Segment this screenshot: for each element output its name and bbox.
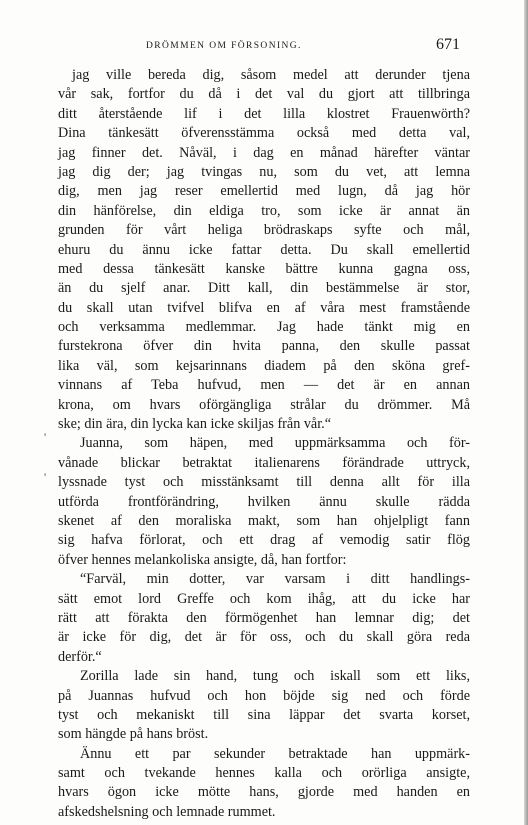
text-line: öfver hennes melankoliska ansigte, då, han fortfor:	[58, 551, 347, 568]
text-line: furstekrona öfver din hvita panna, den skulle passat	[58, 338, 470, 355]
text-line: Zorilla lade sin hand, tung och iskall som ett liks,	[80, 668, 470, 685]
text-line: afskedshelsning och lemnade rummet.	[58, 803, 276, 820]
text-line: och verksamma medlemmar. Jag hade tänkt mig en	[58, 319, 470, 336]
text-line: på Juannas hufvud och hon böjde sig ned och förde	[58, 687, 470, 704]
page-edge	[524, 0, 528, 825]
text-line: du skall utan tvifvel blifva en af våra mest framstående	[58, 299, 470, 316]
text-line: med dessa tänkesätt kanske bättre kunna gagna oss,	[58, 260, 470, 277]
text-line: ditt återstående lif i det lilla klostret Frauenwörth?	[58, 105, 470, 122]
text-line: som hängde på hans bröst.	[58, 726, 209, 743]
text-line: rätt att förakta den förmögenhet han lemnar dig; det	[58, 609, 470, 626]
text-line: vånade blickar betraktat italienarens förändrade uttryck,	[58, 454, 470, 471]
text-line: lika väl, som kejsarinnans diadem på den sköna gref-	[58, 357, 470, 374]
text-line: din hänförelse, din eldiga tro, som icke är annat än	[58, 202, 470, 219]
text-line: grunden för vårt heliga brödraskaps syfte och mål,	[58, 222, 470, 239]
text-line: sätt emot lord Greffe och kom ihåg, att du icke har	[58, 590, 470, 607]
margin-mark: '	[44, 430, 47, 444]
text-line: jag finner det. Nåväl, i dag en månad härefter väntar	[58, 144, 470, 161]
text-line: än du sjelf anar. Ditt kall, din bestämmelse är stor,	[58, 280, 470, 297]
running-title: DRÖMMEN OM FÖRSONING.	[146, 41, 302, 51]
text-line: krona, om hvars oförgängliga strålar du drömmer. Må	[58, 396, 470, 413]
text-line: jag dig der; jag tvingas nu, som du vet, att lemna	[58, 163, 470, 180]
text-line: vår sak, fortfor du då i det val du gjort att tillbringa	[58, 86, 470, 103]
text-line: ehuru du ännu icke fattar detta. Du skall emellertid	[58, 241, 470, 258]
text-line: derför.“	[58, 648, 102, 665]
text-line: tyst och mekaniskt till sina läppar det svarta korset,	[58, 706, 470, 723]
text-line: Dina tänkesätt öfverensstämma också med detta val,	[58, 125, 470, 142]
text-line: jag ville bereda dig, såsom medel att derunder tjena	[72, 67, 470, 83]
text-line: hvars ögon icke mötte hans, gjorde med handen en	[58, 784, 470, 801]
text-line: skenet af den moraliska makt, som han ohjelpligt fann	[58, 512, 470, 529]
text-line: utförda frontförändring, hvilken ännu skulle rädda	[58, 493, 470, 510]
body-text	[58, 66, 470, 822]
text-line: “Farväl, min dotter, var varsam i ditt handlings-	[80, 571, 470, 588]
text-line: ske; din ära, din lycka kan icke skiljas från vår.“	[58, 416, 332, 433]
text-line: samt och tvekande hennes kalla och orörliga ansigte,	[58, 765, 470, 782]
margin-mark: '	[44, 470, 47, 484]
text-line: Juanna, som häpen, med uppmärksamma och för-	[80, 435, 470, 452]
text-line: vinnans af Teba hufvud, men — det är en annan	[58, 377, 470, 394]
text-line: lyssnade tyst och misstänksamt till denna allt för illa	[58, 474, 470, 491]
page-number: 671	[436, 36, 460, 53]
text-line: är icke för dig, det är för oss, och du skall göra reda	[58, 629, 470, 646]
text-line: sig hafva förlorat, och ett drag af vemodig satir flög	[58, 532, 470, 549]
page-header	[60, 36, 460, 56]
text-line: Ännu ett par sekunder betraktade han uppmärk-	[80, 745, 470, 762]
text-line: dig, men jag reser emellertid med lugn, då jag hör	[58, 183, 470, 200]
